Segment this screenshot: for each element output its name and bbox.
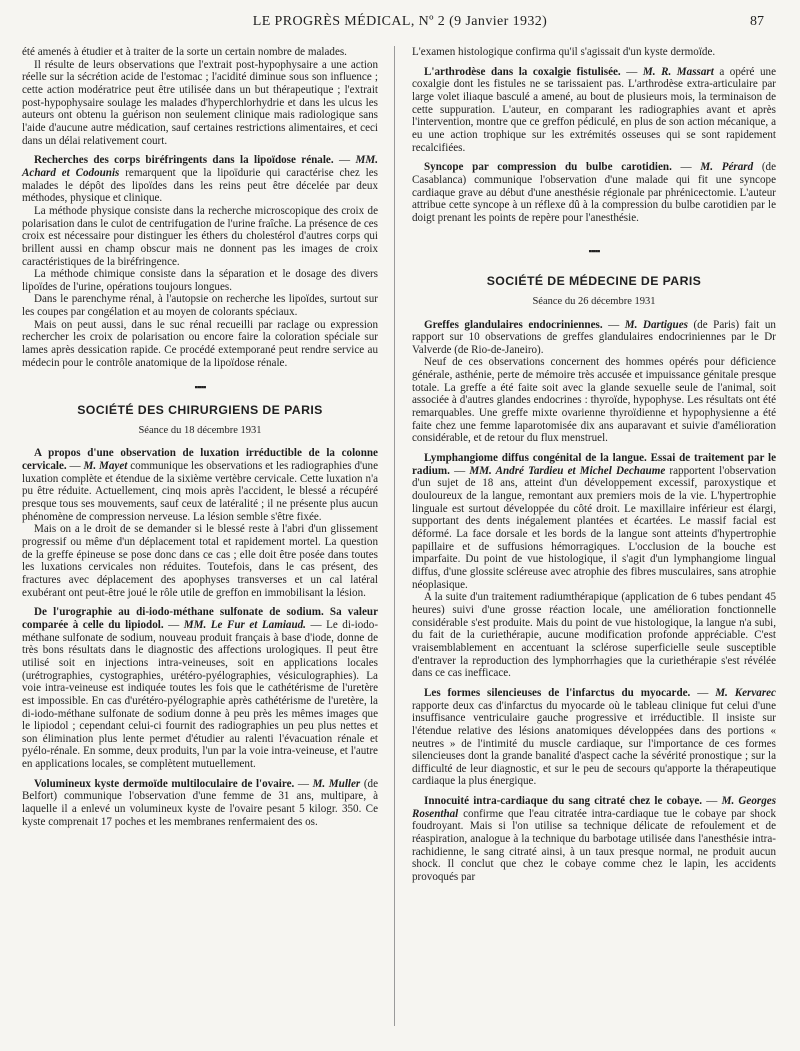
session-date: Séance du 18 décembre 1931 xyxy=(138,424,262,436)
society-heading: SOCIÉTÉ DE MÉDECINE DE PARIS xyxy=(486,274,702,289)
article-text: communique les observations et les radiographies d'une luxation complète et étendue de la sixième vertèbre cervicale. Cette luxation n'a pu être réduite. Actuellement, cinq mois après l'accident, le blessé a récupéré presque tous ses mouvements, sauf ceux de latéralité ; il ne présente plus aucun phénomène de compression nerveuse. La lésion semble s'être fixée. xyxy=(22,460,379,523)
article-kyste: Volumineux kyste dermoïde multiloculaire de l'ovaire. — M. Muller (de Belfort) communique l'observation d'une femme de 31 ans, multipare, à laquelle il a enlevé un volumineux kyste de l'ovaire pesant 5 kilogr. 350. Ce kyste comprenait 17 poches et les membranes renfermaient des os. xyxy=(22,777,378,828)
article-authors: M. Dartigues xyxy=(624,318,688,331)
paragraph: Neuf de ces observations concernent des hommes opérés pour déficience générale, asthénie, perte de mémoire très accusée et impuissance génitale presque totale. La greffe a été faite soit avec la glande sexuelle seule de l'animal, soit associée à d'autres glandes endocrines : thyroïde, hypophyse. Les résultats ont été remarquables. Une greffe mixte ovarienne thyroïdienne et hypophysienne a été faite chez une femme laparotomisée dix ans auparavant et suivie d'amélioration considérable, et de retour du flux menstruel. xyxy=(412,356,776,445)
paragraph: La méthode physique consiste dans la recherche microscopique des croix de polarisation dans le culot de centrifugation de l'urine fraîche. La présence de ces croix est nécessaire pour distinguer les éthers du cholestérol d'autres corps qui brillent aussi en champ obscur mais ne donnent pas les images de croix caractéristiques de la biréfringence. xyxy=(22,204,378,268)
article-authors: MM. André Tardieu et Michel Dechaume xyxy=(469,464,666,477)
article-greffes: Greffes glandulaires endocriniennes. — M. Dartigues (de Paris) fait un rapport sur 10 observations de greffes glandulaires endocriniennes par le Dr Valverde (de Rio-de-Janeiro). xyxy=(412,318,776,356)
article-text: a opéré une coxalgie dont les fistules ne se tarissaient pas. L'arthrodèse extra-articulaire par large volet iliaque basculé a amené, au bout de plusieurs mois, la terminaison de cette suppuration. L'auteur, en comparant les radiographies avant et après l'intervention, montre que ce greffon pédiculé, en plus de son action mécanique, a eu une action trophique sur les extrémités osseuses qui se sont rapidement recalcifiées. xyxy=(412,65,777,154)
right-column xyxy=(412,46,776,884)
paragraph: été amenés à étudier et à traiter de la sorte un certain nombre de malades. xyxy=(22,46,347,58)
article-sang-citrate: Innocuité intra-cardiaque du sang citraté chez le cobaye. — M. Georges Rosenthal confirme que l'eau citratée intra-cardiaque tue le cobaye par shock foudroyant. Mais si l'on utilise sa technique délicate de refoulement et de réaspiration, analogue à la technique du barbotage utilisée dans l'anesthésie intra-rachidienne, le sang citraté ainsi, à un taux presque normal, ne produit aucun shock. Il conclut que chez le cobaye comme chez le lapin, les accidents provoqués par xyxy=(412,795,777,884)
article-title: A propos d'une observation de luxation irréductible de la colonne cervicale. xyxy=(22,447,378,473)
page-number: 87 xyxy=(750,14,764,29)
article-title: De l'urographie au di-iodo-méthane sulfonate de sodium. Sa valeur comparée à celle du lipiodol. xyxy=(22,606,378,631)
session-date: Séance du 26 décembre 1931 xyxy=(532,295,656,307)
article-title: L'arthrodèse dans la coxalgie fistulisée. xyxy=(424,65,621,78)
article-authors: M. Georges Rosenthal xyxy=(412,795,777,820)
section-separator: ▪▪▪▪▪ xyxy=(194,382,206,393)
article-authors: M. Muller xyxy=(312,777,361,790)
article-title: Innocuité intra-cardiaque du sang citraté chez le cobaye. xyxy=(424,795,703,808)
article-title: Syncope par compression du bulbe carotidien. xyxy=(424,161,672,174)
article-luxation: A propos d'une observation de luxation irréductible de la colonne cervicale. — M. Mayet communique les observations et les radiographies d'une luxation complète et étendue de la sixième vertèbre cervicale. Cette luxation n'a pu être réduite. Actuellement, cinq mois après l'accident, le blessé a récupéré presque tous ses mouvements, sauf ceux de latéralité ; il ne présente plus aucun phénomène de compression nerveuse. La lésion semble s'être fixée. xyxy=(22,447,379,523)
article-text: rapporte deux cas d'infarctus du myocarde où le tableau clinique fut celui d'une insuffisance ventriculaire gauche progressive et irréductible. Il insiste sur l'étendue relative des lésions anatomiques développées dans des portions « neutres » de l'intimité du muscle cardiaque, sur l'importance de ces formes silencieuses dont la grande banalité d'aspect cache la sévérité pronostique ; sur la difficulté de leur diagnostic, et sur le peu de secours qu'apporte la thérapeutique cardiaque la plus énergique. xyxy=(412,699,776,788)
paragraph: Mais on peut aussi, dans le suc rénal recueilli par raclage ou expression rechercher les croix de polarisation ou encore faire la coloration spéciale sur lames après dessication rapide. Ce procédé extemporané peut rendre service au médecin pour le contrôle anatomique de la lipoïdose rénale. xyxy=(22,318,378,369)
article-arthrodese: L'arthrodèse dans la coxalgie fistulisée. — M. R. Massart a opéré une coxalgie dont les fistules ne se tarissaient pas. L'arthrodèse extra-articulaire par large volet iliaque basculé a amené, au bout de plusieurs mois, la terminaison de cette suppuration. L'auteur, en comparant les radiographies avant et après l'intervention, montre que ce greffon pédiculé, en plus de son action mécanique, a eu une action trophique sur les extrémités osseuses qui se sont rapidement recalcifiées. xyxy=(412,65,777,154)
society-heading: SOCIÉTÉ DES CHIRURGIENS DE PARIS xyxy=(77,403,323,418)
article-text: remarquent que la lipoïdurie qui caractérise chez les malades le dépôt des lipoïdes dans les reins peut être décelée par deux méthodes, physique et clinique. xyxy=(22,166,378,205)
paragraph: A la suite d'un traitement radiumthérapique (application de 6 tubes pendant 45 heures) suivi d'une grosse réaction locale, une amélioration fonctionnelle considérable s'est produite. Mais du point de vue histologique, la langue n'a subi, du fait de la curiethérapie, aucune modification profonde appréciable. C'est vraisemblablement en accentuant la sclérose superficielle seule susceptible d'entraver la reproduction des lymphorrhagies que la curiethérapie s'est révélée dans ce cas inefficace. xyxy=(412,591,776,680)
article-authors: M. Kervarec xyxy=(715,686,776,699)
article-title: Recherches des corps biréfringents dans la lipoïdose rénale. xyxy=(34,154,334,167)
article-authors: M. Mayet xyxy=(83,460,128,473)
article-title: Volumineux kyste dermoïde multiloculaire de l'ovaire. xyxy=(34,777,295,790)
paragraph: Dans le parenchyme rénal, à l'autopsie on recherche les lipoïdes, surtout sur les coupes par congélation et au moyen de colorants spéciaux. xyxy=(22,293,378,319)
article-text: rapportent l'observation d'un sujet de 18 ans, atteint d'un développement excessif, paroxystique et douloureux de la langue, remontant aux premiers mois de la vie. L'hypertrophie linguale est surtout développée du côté droit. Le maxillaire inférieur est élargi, supportant des dents inégalement plantées et écartées. Le massif facial est déformé. La face dorsale et les bords de la langue sont atteints d'hypertrophie papillaire et de suffusions hémorragiques. L'occlusion de la bouche est imparfaite. Du point de vue histologique, il s'agit d'un lymphangiome lingual diffus, d'une glossite scléreuse avec atrophie des fibres musculaires, sans atrophie néoplasique. xyxy=(412,464,776,591)
paragraph: L'examen histologique confirma qu'il s'agissait d'un kyste dermoïde. xyxy=(412,46,716,58)
article-text: confirme que l'eau citratée intra-cardiaque tue le cobaye par shock foudroyant. Mais si l'on utilise sa technique délicate de refoulement et de réaspiration, analogue à la technique du barbotage utilisée dans l'anesthésie intra-rachidienne, le sang citraté ainsi, à un taux presque normal, ne produit aucun shock. Il conclut que chez le cobaye comme chez le lapin, les accidents provoqués par xyxy=(412,807,776,884)
article-authors: MM. Le Fur et Lamiaud. xyxy=(183,618,306,631)
paragraph: La méthode chimique consiste dans la séparation et le dosage des divers lipoïdes de l'urine, opérations toujours longues. xyxy=(22,268,378,293)
article-title: Lymphangiome diffus congénital de la langue. Essai de traitement par le radium. xyxy=(412,452,776,477)
paragraph: Il résulte de leurs observations que l'extrait post-hypophysaire a une action réelle sur la sécrétion acide de l'estomac ; l'acidité diminue sous son influence ; cette action modératrice peut être utilisée dans un but thérapeutique ; l'extrait post-hypophysaire soulage les malades d'hyperchlorhydrie et dans les ulcus les auteurs ont obtenu la guérison non seulement clinique mais radiologique sans l'aide d'aucune autre médication, sauf certaines restrictions alimentaires, et ceci dans un délai relativement court. xyxy=(22,58,378,147)
column-divider xyxy=(394,46,395,1026)
article-authors: MM. Achard et Codounis xyxy=(22,154,378,179)
journal-title: LE PROGRÈS MÉDICAL, Nº 2 (9 Janvier 1932) xyxy=(252,14,548,29)
article-title: Greffes glandulaires endocriniennes. xyxy=(424,318,603,331)
article-text: Le di-iodo-méthane sulfonate de sodium, nouveau produit français à base d'iode, donne de très bons résultats dans le diagnostic des affections urologiques. Il peut être utilisé soit en injections intra-veineuses, soit en applications locales (urétrographies, cystographies, urétéro-pyélographies, vésiculographies). La voie intra-veineuse est indiquée toutes les fois que le cathétérisme de l'uretère est impossible. En cas d'urétéro-pyélographie après cathétérisme de l'uretère, la di-iodo-méthane sulfonate de sodium donne à peu près les mêmes images que le lipiodol ; cependant celui-ci fournit des radiographies un peu plus nettes et son élimination plus lente permet d'étudier au ralenti l'évacuation rénale et pyélo-rénale. En somme, deux produits, l'un par la voie intra-veineuse, et l'autre en applications locales, se complètent mutuellement. xyxy=(22,618,379,771)
article-urographie: De l'urographie au di-iodo-méthane sulfonate de sodium. Sa valeur comparée à celle du lipiodol. — MM. Le Fur et Lamiaud. — Le di-iodo-méthane sulfonate de sodium, nouveau produit français à base d'iode, donne de très bons résultats dans le diagnostic des affections urologiques. Il peut être utilisé soit en injections intra-veineuses, soit en applications locales (urétrographies, cystographies, urétéro-pyélographies, vésiculographies). La voie intra-veineuse est indiquée toutes les fois que le cathétérisme de l'uretère est impossible. En cas d'urétéro-pyélographie après cathétérisme de l'uretère, la di-iodo-méthane sulfonate de sodium donne à peu près les mêmes images que le lipiodol ; cependant celui-ci fournit des radiographies un peu plus nettes et son élimination plus lente permet d'étudier au ralenti l'évacuation rénale et pyélo-rénale. En somme, deux produits, l'un par la voie intra-veineuse, et l'autre en applications locales, se complètent mutuellement. xyxy=(22,606,379,771)
article-lymphangiome: Lymphangiome diffus congénital de la langue. Essai de traitement par le radium. — MM. André Tardieu et Michel Dechaume rapportent l'observation d'un sujet de 18 ans, atteint d'un développement excessif, paroxystique et douloureux de la langue, remontant aux premiers mois de la vie. L'hypertrophie linguale est surtout développée du côté droit. Le maxillaire inférieur est élargi, supportant des dents inégalement plantées et écartées. Le massif facial est déformé. La face dorsale et les bords de la langue sont atteints d'hypertrophie papillaire et de suffusions hémorragiques. L'occlusion de la bouche est imparfaite. Du point de vue histologique, il s'agit d'un lymphangiome lingual diffus, d'une glossite scléreuse avec atrophie des fibres musculaires, sans atrophie néoplasique. xyxy=(412,452,776,591)
section-separator: ▪▪▪▪▪ xyxy=(588,245,600,256)
running-header xyxy=(0,14,800,36)
article-authors: M. Pérard xyxy=(700,161,754,174)
article-text: (de Paris) fait un rapport sur 10 observations de greffes glandulaires endocriniennes par le Dr Valverde (de Rio-de-Janeiro). xyxy=(412,318,776,356)
article-infarctus: Les formes silencieuses de l'infarctus du myocarde. — M. Kervarec rapporte deux cas d'infarctus du myocarde où le tableau clinique fut celui d'une insuffisance ventriculaire gauche progressive et irréductible. Il insiste sur l'étendue relative des lésions anatomiques développées dans des portions « neutres » de l'intimité du muscle cardiaque, sur l'importance de ces formes silencieuses dont la grande banalité d'aspect cache la sévérité pronostique ; sur la difficulté de leur diagnostic, et sur le peu de secours qu'apporte la thérapeutique cardiaque la plus énergique. xyxy=(412,686,776,788)
article-authors: M. R. Massart xyxy=(642,65,714,78)
article-text: (de Belfort) communique l'observation d'une femme de 31 ans, multipare, à laquelle il a enlevé un volumineux kyste de l'ovaire pesant 5 kilogr. 350. Ce kyste comprenait 17 poches et les membranes renfermaient des os. xyxy=(22,777,378,828)
article-text: (de Casablanca) communique l'observation d'une malade qui fit une syncope cardiaque grave au début d'une anesthésie régionale par phrénicectomie. L'auteur attribue cette syncope à un réflexe dû à la compression du bulbe carotidien par le doigt prenant les points de repère pour l'anesthésie. xyxy=(412,161,777,224)
article-syncope: Syncope par compression du bulbe carotidien. — M. Pérard (de Casablanca) communique l'observation d'une malade qui fit une syncope cardiaque grave au début d'une anesthésie régionale par phrénicectomie. L'auteur attribue cette syncope à un réflexe dû à la compression du bulbe carotidien par le doigt prenant les points de repère pour l'anesthésie. xyxy=(412,161,777,224)
left-column xyxy=(22,46,378,828)
article-lipoidose: Recherches des corps biréfringents dans la lipoïdose rénale. — MM. Achard et Codounis remarquent que la lipoïdurie qui caractérise chez les malades le dépôt des lipoïdes dans les reins peut être décelée par deux méthodes, physique et clinique. xyxy=(22,154,378,205)
paragraph: Mais on a le droit de se demander si le blessé reste à l'abri d'un glissement progressif ou même d'un déplacement total et rapidement mortel. La question de la greffe épineuse se pose donc dans ce cas ; elle doit être posée dans toutes les luxations cervicales non réduites. Toutefois, dans le cas présent, des fractures avec déplacement des apophyses transverses et un cal latéral exubérant ont peut-être joué le rôle utile de greffon en immobilisant la lésion. xyxy=(22,523,378,599)
article-title: Les formes silencieuses de l'infarctus du myocarde. xyxy=(424,686,691,699)
